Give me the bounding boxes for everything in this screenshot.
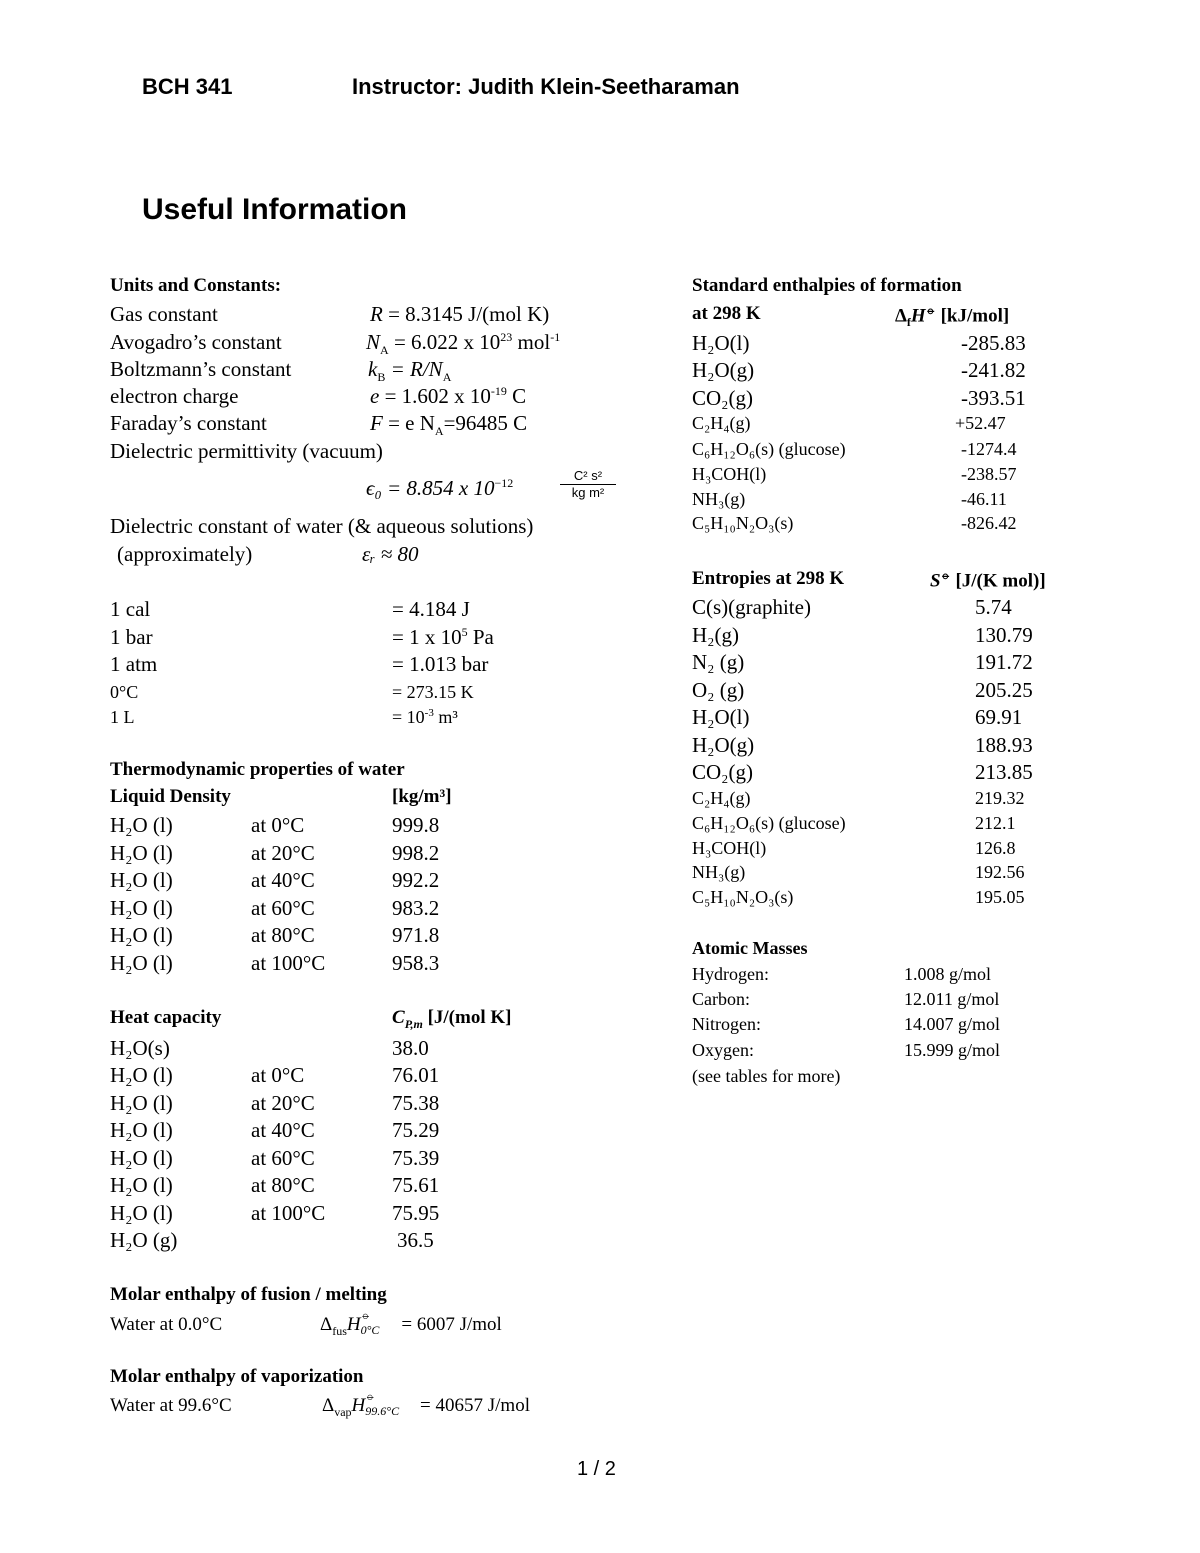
table-cell: 69.91 bbox=[975, 705, 1023, 729]
entropies-heading: Entropies at 298 K bbox=[692, 568, 845, 589]
vaporization-equation: $\Delta_{vap}H$ ⦵ 99.6°C = 40657 J/mol bbox=[322, 1389, 530, 1419]
table-cell: H₂O(l) bbox=[692, 705, 750, 729]
table-cell: H₂O (l) bbox=[110, 1091, 173, 1115]
table-cell: C₅H₁₀N₂O₃(s) bbox=[692, 513, 794, 533]
table-cell: 75.38 bbox=[392, 1091, 440, 1115]
fraction-numerator: C² s² bbox=[560, 468, 616, 485]
fusion-label: Water at 0.0°C bbox=[110, 1314, 223, 1335]
table-cell: 75.29 bbox=[392, 1118, 440, 1142]
table-cell: 213.85 bbox=[975, 760, 1033, 784]
table-cell: 38.0 bbox=[392, 1036, 429, 1060]
conversion-right: = $10^{-3}$ m³ bbox=[392, 707, 458, 727]
constant-name: Gas constant bbox=[110, 302, 218, 326]
table-cell: C₅H₁₀N₂O₃(s) bbox=[692, 887, 794, 907]
permittivity-equation: ϵ₀ = 8.854 x $10^{-12}$ bbox=[366, 476, 514, 500]
table-cell: H₂O (l) bbox=[110, 1173, 173, 1197]
table-cell: C(s)(graphite) bbox=[692, 595, 811, 619]
entropies-unit-header: S⦵ [J/(K mol)] bbox=[930, 568, 1046, 592]
table-cell: 36.5 bbox=[397, 1228, 434, 1252]
density-unit-header: [kg/m³] bbox=[392, 786, 452, 807]
fraction-denominator: kg m² bbox=[571, 485, 605, 500]
table-cell: H₂O (l) bbox=[110, 1146, 173, 1170]
table-cell: -285.83 bbox=[961, 331, 1026, 355]
constant-name: Avogadro’s constant bbox=[110, 330, 282, 354]
table-cell: C₂H₄(g) bbox=[692, 788, 751, 808]
table-cell: CO₂(g) bbox=[692, 386, 753, 410]
table-cell: N₂ (g) bbox=[692, 650, 745, 674]
table-cell: 195.05 bbox=[975, 887, 1025, 907]
course-code: BCH 341 bbox=[142, 74, 233, 99]
table-cell: Oxygen: bbox=[692, 1040, 754, 1060]
table-cell: Hydrogen: bbox=[692, 964, 769, 984]
density-col-header: Liquid Density bbox=[110, 786, 231, 807]
table-cell: 12.011 g/mol bbox=[904, 989, 1000, 1009]
table-cell: 958.3 bbox=[392, 951, 440, 975]
table-cell: H₂O (l) bbox=[110, 1063, 173, 1087]
table-cell: at 20°C bbox=[251, 1091, 315, 1115]
table-cell: 130.79 bbox=[975, 623, 1033, 647]
heat-capacity-unit-header: $C_{P,m}$ [J/(mol K] bbox=[392, 1007, 512, 1031]
table-cell: 192.56 bbox=[975, 862, 1025, 882]
conversion-right: = 273.15 K bbox=[392, 682, 474, 702]
table-cell: at 20°C bbox=[251, 841, 315, 865]
constant-value: $N_A = 6.022$ x $10^{23}$ mol$^{-1}$ bbox=[366, 330, 561, 358]
table-cell: H₂O(s) bbox=[110, 1036, 170, 1060]
permittivity-label: Dielectric permittivity (vacuum) bbox=[110, 439, 383, 463]
enthalpies-heading: Standard enthalpies of formation bbox=[692, 275, 962, 296]
table-cell: H₂O (l) bbox=[110, 896, 173, 920]
conversion-left: 0°C bbox=[110, 682, 139, 702]
enthalpies-subheading: at 298 K bbox=[692, 303, 761, 324]
table-cell: 126.8 bbox=[975, 838, 1016, 858]
table-cell: NH₃(g) bbox=[692, 862, 746, 882]
table-cell: 971.8 bbox=[392, 923, 440, 947]
fusion-equation: $\Delta_{fus}H$ ⦵ 0°C = 6007 J/mol bbox=[320, 1308, 502, 1338]
table-cell: H₂O (l) bbox=[110, 841, 173, 865]
table-cell: 75.95 bbox=[392, 1201, 440, 1225]
conversion-right: = 4.184 J bbox=[392, 597, 470, 621]
table-cell: 212.1 bbox=[975, 813, 1016, 833]
table-cell: H₂O (l) bbox=[110, 868, 173, 892]
conversion-left: 1 atm bbox=[110, 652, 158, 676]
table-cell: H₂O (l) bbox=[110, 923, 173, 947]
table-cell: -238.57 bbox=[961, 464, 1017, 484]
table-cell: at 40°C bbox=[251, 1118, 315, 1142]
table-cell: 75.39 bbox=[392, 1146, 440, 1170]
conversion-right: = 1.013 bar bbox=[392, 652, 489, 676]
table-cell: at 0°C bbox=[251, 813, 305, 837]
table-cell: at 80°C bbox=[251, 923, 315, 947]
atomic-note: (see tables for more) bbox=[692, 1066, 841, 1086]
table-cell: Carbon: bbox=[692, 989, 750, 1009]
table-cell: Nitrogen: bbox=[692, 1014, 761, 1034]
table-cell: H₂(g) bbox=[692, 623, 739, 647]
constant-name: electron charge bbox=[110, 384, 239, 408]
constant-name: Boltzmann’s constant bbox=[110, 357, 292, 381]
table-cell: -241.82 bbox=[961, 358, 1026, 382]
vaporization-heading: Molar enthalpy of vaporization bbox=[110, 1366, 364, 1387]
table-cell: H₂O (l) bbox=[110, 951, 173, 975]
table-cell: 1.008 g/mol bbox=[904, 964, 992, 984]
table-cell: NH₃(g) bbox=[692, 489, 746, 509]
table-cell: -46.11 bbox=[961, 489, 1007, 509]
table-cell: O₂ (g) bbox=[692, 678, 745, 702]
constant-value: $k_B = R/N_A$ bbox=[368, 357, 452, 385]
conversion-left: 1 L bbox=[110, 707, 135, 727]
table-cell: 5.74 bbox=[975, 595, 1012, 619]
conversion-left: 1 bar bbox=[110, 625, 153, 649]
table-cell: -393.51 bbox=[961, 386, 1026, 410]
atomic-masses-heading: Atomic Masses bbox=[692, 938, 808, 958]
enthalpies-unit-header: $\Delta_fH^⦵$ [kJ/mol] bbox=[895, 303, 1010, 330]
conversion-left: 1 cal bbox=[110, 597, 151, 621]
table-cell: 15.999 g/mol bbox=[904, 1040, 1001, 1060]
vaporization-label: Water at 99.6°C bbox=[110, 1395, 232, 1416]
table-cell: 983.2 bbox=[392, 896, 440, 920]
table-cell: 75.61 bbox=[392, 1173, 440, 1197]
table-cell: H₂O(l) bbox=[692, 331, 750, 355]
table-cell: C₆H₁₂O₆(s) (glucose) bbox=[692, 439, 846, 459]
heat-capacity-heading: Heat capacity bbox=[110, 1007, 222, 1028]
fusion-heading: Molar enthalpy of fusion / melting bbox=[110, 1284, 387, 1305]
table-cell: H₃COH(l) bbox=[692, 464, 767, 484]
table-cell: 999.8 bbox=[392, 813, 440, 837]
constant-value: R = 8.3145 J/(mol K) bbox=[370, 302, 550, 326]
water-properties-heading: Thermodynamic properties of water bbox=[110, 759, 405, 780]
page-title: Useful Information bbox=[142, 193, 408, 226]
approx-label: (approximately) bbox=[117, 542, 253, 566]
table-cell: at 40°C bbox=[251, 868, 315, 892]
table-cell: 14.007 g/mol bbox=[904, 1014, 1001, 1034]
table-cell: H₂O(g) bbox=[692, 358, 755, 382]
constant-value: e = 1.602 x $10^{-19}$ C bbox=[370, 384, 527, 408]
table-cell: 219.32 bbox=[975, 788, 1025, 808]
table-cell: H₃COH(l) bbox=[692, 838, 767, 858]
table-cell: H₂O (l) bbox=[110, 1118, 173, 1142]
table-cell: at 60°C bbox=[251, 1146, 315, 1170]
table-cell: H₂O (g) bbox=[110, 1228, 178, 1252]
table-cell: at 0°C bbox=[251, 1063, 305, 1087]
table-cell: 76.01 bbox=[392, 1063, 440, 1087]
table-cell: 998.2 bbox=[392, 841, 440, 865]
constant-name: Faraday’s constant bbox=[110, 411, 267, 435]
table-cell: H₂O (l) bbox=[110, 1201, 173, 1225]
table-cell: at 80°C bbox=[251, 1173, 315, 1197]
table-cell: CO₂(g) bbox=[692, 760, 753, 784]
table-cell: -826.42 bbox=[961, 513, 1017, 533]
table-cell: at 60°C bbox=[251, 896, 315, 920]
table-cell: C₂H₄(g) bbox=[692, 413, 751, 433]
table-cell: -1274.4 bbox=[961, 439, 1017, 459]
page-number: 1 / 2 bbox=[577, 1458, 616, 1480]
table-cell: 188.93 bbox=[975, 733, 1033, 757]
table-cell: H₂O (l) bbox=[110, 813, 173, 837]
table-cell: C₆H₁₂O₆(s) (glucose) bbox=[692, 813, 846, 833]
table-cell: 191.72 bbox=[975, 650, 1033, 674]
instructor-name: Instructor: Judith Klein-Seetharaman bbox=[352, 74, 740, 99]
table-cell: at 100°C bbox=[251, 1201, 326, 1225]
constant-value: F = e $N_A=96485$ C bbox=[370, 411, 528, 439]
table-cell: at 100°C bbox=[251, 951, 326, 975]
table-cell: +52.47 bbox=[955, 413, 1006, 433]
dielectric-label: Dielectric constant of water (& aqueous solutions) bbox=[110, 514, 534, 538]
conversion-right: = 1 x $10^5$ Pa bbox=[392, 625, 494, 649]
table-cell: H₂O(g) bbox=[692, 733, 755, 757]
units-heading: Units and Constants: bbox=[110, 275, 282, 296]
approx-equation: εᵣ ≈ 80 bbox=[362, 542, 419, 566]
table-cell: 205.25 bbox=[975, 678, 1033, 702]
table-cell: 992.2 bbox=[392, 868, 440, 892]
permittivity-fraction bbox=[560, 468, 616, 500]
